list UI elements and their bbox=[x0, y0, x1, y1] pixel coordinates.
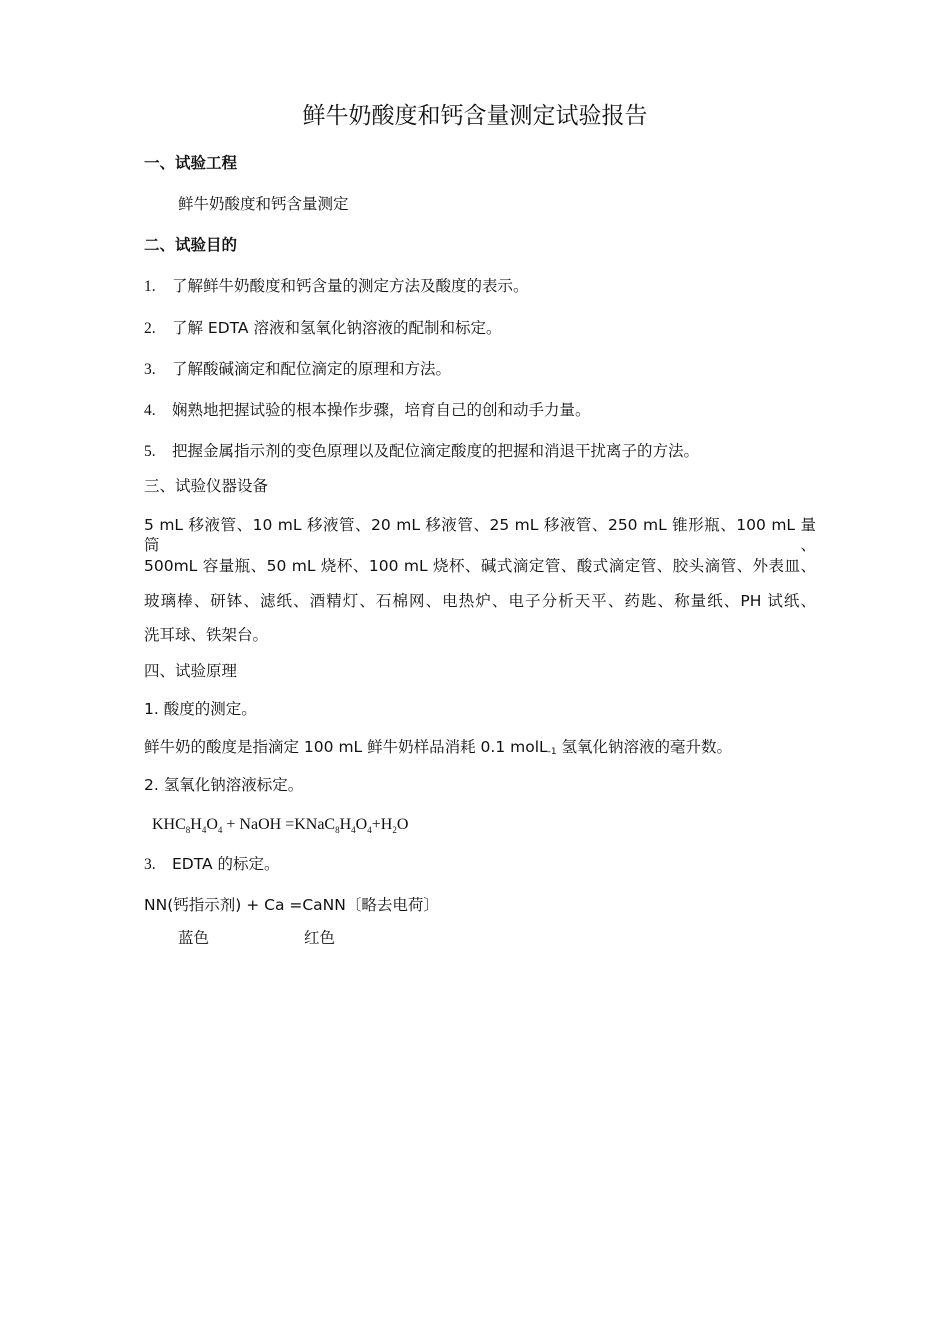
equation-subscript: 4 bbox=[351, 825, 356, 835]
color-label-blue: 蓝色 bbox=[178, 929, 210, 947]
equipment-line: 5 mL 移液管、10 mL 移液管、20 mL 移液管、25 mL 移液管、250 mL 锥形瓶、100 mL 量筒、 bbox=[144, 516, 816, 554]
objective-number: 1. bbox=[144, 278, 156, 295]
acidity-text-b: 氢氧化钠溶液的毫升数。 bbox=[556, 738, 733, 756]
principle-acidity-heading: 1. 酸度的测定。 bbox=[144, 700, 257, 718]
objective-text: 了解鲜牛奶酸度和钙含量的测定方法及酸度的表示。 bbox=[172, 277, 529, 295]
equation-part: O bbox=[206, 816, 218, 833]
acidity-text-a: 鲜牛奶的酸度是指滴定 100 mL 鲜牛奶样品消耗 0.1 bbox=[144, 738, 511, 756]
naoh-equation bbox=[152, 815, 408, 835]
equation-subscript: 4 bbox=[217, 825, 223, 835]
equation-part: H bbox=[190, 816, 202, 833]
equation-part: + NaOH =KNaC bbox=[226, 816, 336, 833]
equation-part: +H bbox=[371, 816, 393, 833]
acidity-unit: molL bbox=[510, 738, 548, 756]
section-heading-principle: 四、试验原理 bbox=[144, 662, 238, 680]
principle-edta-heading bbox=[144, 854, 280, 875]
equation-part: KHC bbox=[152, 816, 186, 833]
equation-subscript: 2 bbox=[392, 825, 397, 835]
section-heading-project: 一、试验工程 bbox=[144, 154, 238, 172]
equation-subscript: 8 bbox=[335, 825, 340, 835]
principle-acidity-text bbox=[144, 737, 732, 757]
equation-part: O bbox=[396, 816, 409, 833]
edta-text: EDTA 的标定。 bbox=[172, 855, 280, 873]
equation-part: H bbox=[339, 816, 352, 833]
objective-item bbox=[144, 441, 699, 462]
objective-number: 5. bbox=[144, 443, 156, 460]
color-label-red: 红色 bbox=[304, 929, 336, 947]
objective-item bbox=[144, 276, 529, 297]
equation-subscript: 4 bbox=[367, 825, 372, 835]
objective-item bbox=[144, 318, 501, 339]
equipment-line: 500mL 容量瓶、50 mL 烧杯、100 mL 烧杯、碱式滴定管、酸式滴定管、胶头滴管、外表皿、 bbox=[144, 557, 816, 575]
edta-equation: NN(钙指示剂) + Ca =CaNN〔略去电荷〕 bbox=[144, 896, 439, 914]
equation-subscript: 8 bbox=[185, 825, 191, 835]
section-heading-objectives: 二、试验目的 bbox=[144, 236, 238, 254]
objective-number: 4. bbox=[144, 402, 156, 419]
objective-number: 2. bbox=[144, 320, 156, 337]
acidity-unit-exponent: -1 bbox=[547, 747, 557, 757]
principle-naoh-heading: 2. 氢氧化钠溶液标定。 bbox=[144, 776, 304, 794]
section-heading-equipment: 三、试验仪器设备 bbox=[144, 477, 269, 495]
objective-text: 娴熟地把握试验的根本操作步骤，培育自己的创和动手力量。 bbox=[172, 401, 591, 419]
equation-subscript: 4 bbox=[201, 825, 207, 835]
objective-text: 了解酸碱滴定和配位滴定的原理和方法。 bbox=[172, 360, 452, 378]
equation-part: O bbox=[355, 816, 368, 833]
equipment-line: 玻璃棒、研钵、滤纸、酒精灯、石棉网、电热炉、电子分析天平、药匙、称量纸、PH 试纸、 bbox=[144, 592, 816, 610]
objective-item bbox=[144, 400, 591, 421]
document-title: 鲜牛奶酸度和钙含量测定试验报告 bbox=[302, 103, 648, 129]
objective-number: 3. bbox=[144, 361, 156, 378]
objective-item bbox=[144, 359, 451, 380]
objective-text: 了解 EDTA 溶液和氢氧化钠溶液的配制和标定。 bbox=[172, 319, 502, 337]
edta-number: 3. bbox=[144, 856, 156, 873]
project-name: 鲜牛奶酸度和钙含量测定 bbox=[178, 195, 349, 213]
equipment-line: 洗耳球、铁架台。 bbox=[144, 626, 269, 644]
objective-text: 把握金属指示剂的变色原理以及配位滴定酸度的把握和消退干扰离子的方法。 bbox=[172, 442, 700, 460]
